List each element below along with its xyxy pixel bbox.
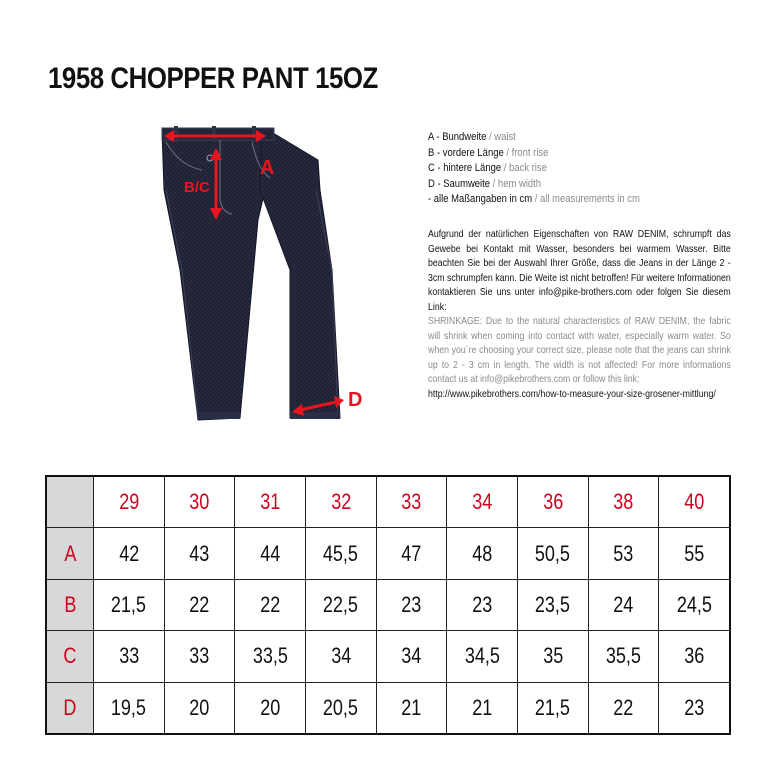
- table-cell: 48: [447, 528, 518, 579]
- size-header: 36: [517, 477, 588, 528]
- marker-d: D: [348, 389, 363, 411]
- table-cell: 47: [376, 528, 447, 579]
- size-header: 29: [94, 477, 165, 528]
- table-cell: 22: [235, 579, 306, 630]
- table-cell: 22: [588, 682, 659, 733]
- size-guide-link[interactable]: http://www.pikebrothers.com/how-to-measure-your-size-grosener-mittlung/: [428, 388, 716, 400]
- size-header: 34: [447, 477, 518, 528]
- table-cell: 50,5: [517, 528, 588, 579]
- table-cell: 44: [235, 528, 306, 579]
- table-cell: 21: [447, 682, 518, 733]
- legend-item-back-rise: C - hintere Länge / back rise: [428, 162, 547, 174]
- row-label: D: [47, 682, 94, 733]
- table-cell: 22,5: [305, 579, 376, 630]
- table-cell: 21,5: [94, 579, 165, 630]
- table-cell: 35,5: [588, 631, 659, 682]
- table-cell: 43: [164, 528, 235, 579]
- jeans-diagram: [140, 100, 380, 440]
- table-cell: 24: [588, 579, 659, 630]
- table-cell: 45,5: [305, 528, 376, 579]
- table-row: [47, 682, 730, 733]
- marker-a: A: [260, 157, 275, 179]
- size-header: 32: [305, 477, 376, 528]
- size-header: 31: [235, 477, 306, 528]
- legend-item-waist: A - Bundweite / waist: [428, 131, 516, 143]
- table-corner-cell: [47, 477, 94, 528]
- table-cell: 21: [376, 682, 447, 733]
- table-cell: 55: [659, 528, 730, 579]
- size-header: 33: [376, 477, 447, 528]
- legend-item-units: - alle Maßangaben in cm / all measurements in cm: [428, 193, 640, 205]
- table-cell: 35: [517, 631, 588, 682]
- table-cell: 34: [305, 631, 376, 682]
- table-cell: 21,5: [517, 682, 588, 733]
- table-cell: 20: [164, 682, 235, 733]
- table-cell: 20,5: [305, 682, 376, 733]
- notes-english: SHRINKAGE: Due to the natural characteristics of RAW DENIM, the fabric will shrink when coming into contact with water, especially warm water. So when you´re choosing your correct size, please note that the jeans can shrink up to 2 - 3 cm in length. The width is not affected! For more informations contact us at info@pikebrothers.com or follow this link:: [428, 316, 731, 385]
- measurement-legend: [428, 130, 712, 208]
- page-title: 1958 CHOPPER PANT 15OZ: [48, 62, 378, 95]
- table-cell: 36: [659, 631, 730, 682]
- size-table: [46, 476, 730, 734]
- row-label: C: [47, 631, 94, 682]
- row-label: B: [47, 579, 94, 630]
- table-cell: 23: [659, 682, 730, 733]
- table-cell: 42: [94, 528, 165, 579]
- table-cell: 33,5: [235, 631, 306, 682]
- table-cell: 22: [164, 579, 235, 630]
- table-cell: 20: [235, 682, 306, 733]
- legend-item-front-rise: B - vordere Länge / front rise: [428, 146, 549, 159]
- jeans-icon: [162, 126, 340, 420]
- table-header-row: [47, 477, 730, 528]
- marker-bc: B/C: [184, 179, 210, 196]
- table-cell: 34,5: [447, 631, 518, 682]
- table-cell: 33: [94, 631, 165, 682]
- table-row: [47, 528, 730, 579]
- row-label: A: [47, 528, 94, 579]
- table-cell: 23: [376, 579, 447, 630]
- table-row: [47, 631, 730, 682]
- size-header: 40: [659, 477, 730, 528]
- size-header: 30: [164, 477, 235, 528]
- shrinkage-notes: [428, 228, 731, 402]
- table-cell: 33: [164, 631, 235, 682]
- table-cell: 34: [376, 631, 447, 682]
- notes-german: Aufgrund der natürlichen Eigenschaften von RAW DENIM, schrumpft das Gewebe bei Kontakt mit Wasser, besonders bei warmem Wasser. Bitte beachten Sie bei der Auswahl Ihrer Größe, dass die Jeans in der Länge 2 - 3cm schrumpfen kann. Die Weite ist nicht betroffen! Für weitere Informationen kontaktieren Sie uns unter info@pike-brothers.com oder folgen Sie diesem Link:: [428, 229, 731, 313]
- table-cell: 19,5: [94, 682, 165, 733]
- size-header: 38: [588, 477, 659, 528]
- table-cell: 24,5: [659, 579, 730, 630]
- table-cell: 23,5: [517, 579, 588, 630]
- table-row: [47, 579, 730, 630]
- table-cell: 53: [588, 528, 659, 579]
- table-cell: 23: [447, 579, 518, 630]
- legend-item-hem-width: D - Saumweite / hem width: [428, 177, 542, 190]
